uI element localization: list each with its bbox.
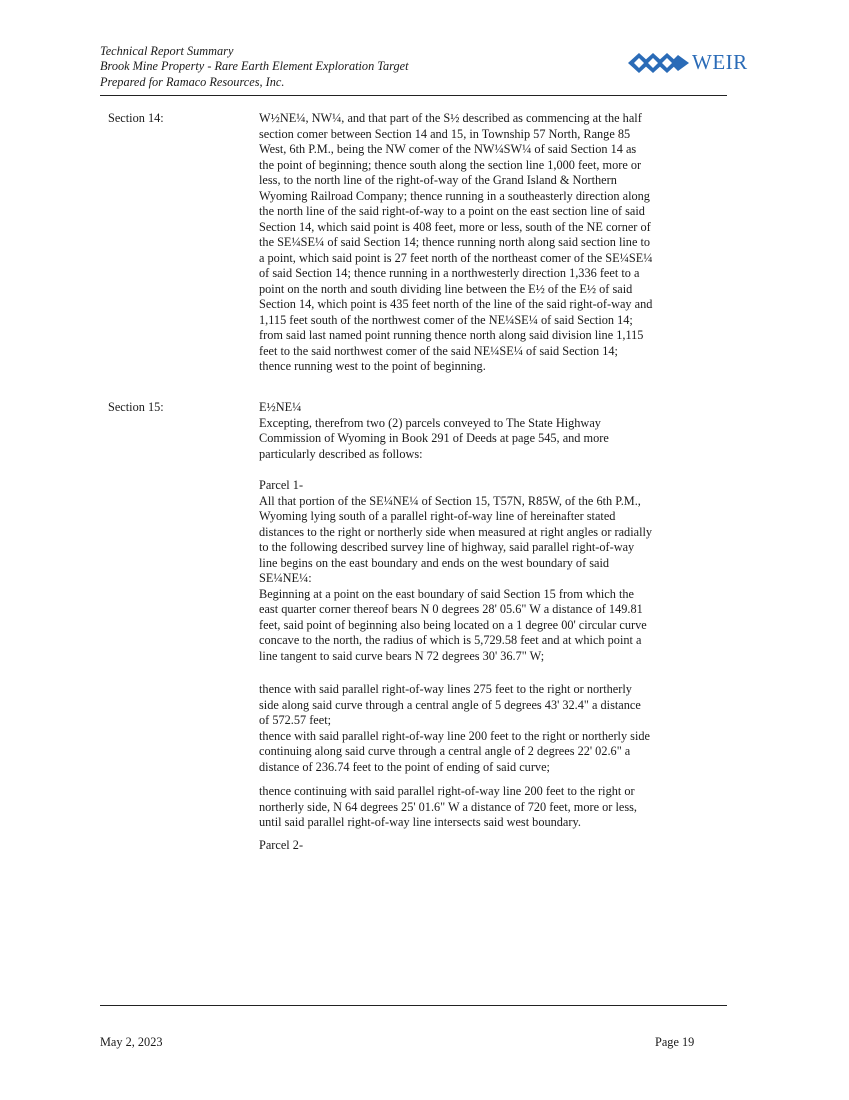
text-line: until said parallel right-of-way line intersects said west boundary. xyxy=(259,815,581,829)
text-line: feet, said point of beginning also being located on a 1 degree 00' circular curve xyxy=(259,617,647,632)
text-line: from said last named point running thence north along said division line 1,115 xyxy=(259,328,644,342)
text-line: the point of beginning; thence south along the section line 1,000 feet, more or xyxy=(259,157,642,172)
text-line: concave to the north, the radius of which is 5,729.58 feet and at which point a xyxy=(259,633,642,647)
weir-logo xyxy=(628,50,748,76)
text-line: West, 6th P.M., being the NW comer of the NW¼SW¼ of said Section 14 as xyxy=(259,142,637,156)
text-line: thence with said parallel right-of-way line 200 feet to the right or northerly side xyxy=(259,728,650,743)
section-15-label: Section 15: xyxy=(108,400,164,414)
text-line: the SE¼SE¼ of said Section 14; thence running north along said section line to xyxy=(259,235,651,249)
text-line: the north line of the said right-of-way to a point on the east section line of said xyxy=(259,204,645,218)
text-line: of 572.57 feet; xyxy=(259,713,332,727)
text-line: continuing along said curve through a central angle of 2 degrees 22' 02.6" a xyxy=(259,744,631,758)
section-14-label: Section 14: xyxy=(108,111,164,125)
header-text xyxy=(100,44,409,90)
text-line: feet to the said northwest comer of the said NE¼SE¼ of said Section 14; xyxy=(259,343,618,358)
text-line: distances to the right or northerly side when measured at right angles or radially xyxy=(259,524,653,539)
header-divider xyxy=(100,95,727,96)
text-line: to the following described survey line of highway, said parallel right-of-way xyxy=(259,540,635,554)
parcel-2-label: Parcel 2- xyxy=(259,838,304,852)
text-line: side along said curve through a central angle of 5 degrees 43' 32.4" a distance xyxy=(259,697,641,712)
text-line: a point, which said point is 27 feet north of the northeast comer of the SE¼SE¼ xyxy=(259,250,653,265)
footer-divider xyxy=(100,1005,727,1006)
text-line: E½NE¼ xyxy=(259,400,302,414)
text-line: Wyoming Railroad Company; thence running in a southeasterly direction along xyxy=(259,188,650,203)
logo-text: WEIR xyxy=(692,50,748,74)
page-header xyxy=(100,44,748,96)
parcel-1-description xyxy=(259,478,711,664)
text-line: thence running west to the point of beginning. xyxy=(259,359,486,373)
text-line: thence continuing with said parallel right-of-way line 200 feet to the right or xyxy=(259,784,635,798)
section-14-description xyxy=(259,111,711,375)
final-course-description xyxy=(259,784,711,831)
page-number: Page 19 xyxy=(655,1035,695,1049)
text-line: Wyoming lying south of a parallel right-of-way line of hereinafter stated xyxy=(259,509,616,523)
text-line: Commission of Wyoming in Book 291 of Deeds at page 545, and more xyxy=(259,431,609,445)
text-line: point on the north and south dividing line between the E½ of the E½ of said xyxy=(259,281,633,296)
text-line: east quarter corner thereof bears N 0 degrees 28' 05.6" W a distance of 149.81 xyxy=(259,602,643,616)
text-line: Excepting, therefrom two (2) parcels conveyed to The State Highway xyxy=(259,415,601,430)
text-line: of said Section 14; thence running in a northwesterly direction 1,336 feet to a xyxy=(259,266,640,280)
text-line: W½NE¼, NW¼, and that part of the S½ described as commencing at the half xyxy=(259,111,642,125)
header-report-type: Technical Report Summary xyxy=(100,44,234,58)
text-line: section comer between Section 14 and 15, in Township 57 North, Range 85 xyxy=(259,126,631,141)
footer-date: May 2, 2023 xyxy=(100,1035,163,1049)
section-15-intro xyxy=(259,400,711,462)
text-line: line tangent to said curve bears N 72 degrees 30' 36.7" W; xyxy=(259,648,545,663)
text-line: less, to the north line of the right-of-way of the Grand Island & Northern xyxy=(259,173,617,187)
text-line: 1,115 feet south of the northwest comer of the NE¼SE¼ of said Section 14; xyxy=(259,312,633,327)
header-prepared-for: Prepared for Ramaco Resources, Inc. xyxy=(100,74,285,89)
text-line: line begins on the east boundary and ends on the west boundary of said xyxy=(259,555,610,570)
diamond-chevrons-icon xyxy=(628,52,692,74)
text-line: Section 14, which point is 435 feet north of the line of the said right-of-way and xyxy=(259,297,653,311)
curve-description xyxy=(259,682,711,775)
text-line: All that portion of the SE¼NE¼ of Section 15, T57N, R85W, of the 6th P.M., xyxy=(259,493,641,508)
parcel-1-label: Parcel 1- xyxy=(259,478,304,492)
header-project-title: Brook Mine Property - Rare Earth Element Exploration Target xyxy=(100,59,409,74)
text-line: thence with said parallel right-of-way lines 275 feet to the right or northerly xyxy=(259,682,632,696)
text-line: northerly side, N 64 degrees 25' 01.6" W a distance of 720 feet, more or less, xyxy=(259,799,637,814)
text-line: particularly described as follows: xyxy=(259,446,423,461)
text-line: Section 14, which said point is 408 feet, more or less, south of the NE corner of xyxy=(259,219,651,234)
text-line: Beginning at a point on the east boundary of said Section 15 from which the xyxy=(259,586,634,601)
text-line: SE¼NE¼: xyxy=(259,571,312,585)
text-line: distance of 236.74 feet to the point of ending of said curve; xyxy=(259,759,550,774)
